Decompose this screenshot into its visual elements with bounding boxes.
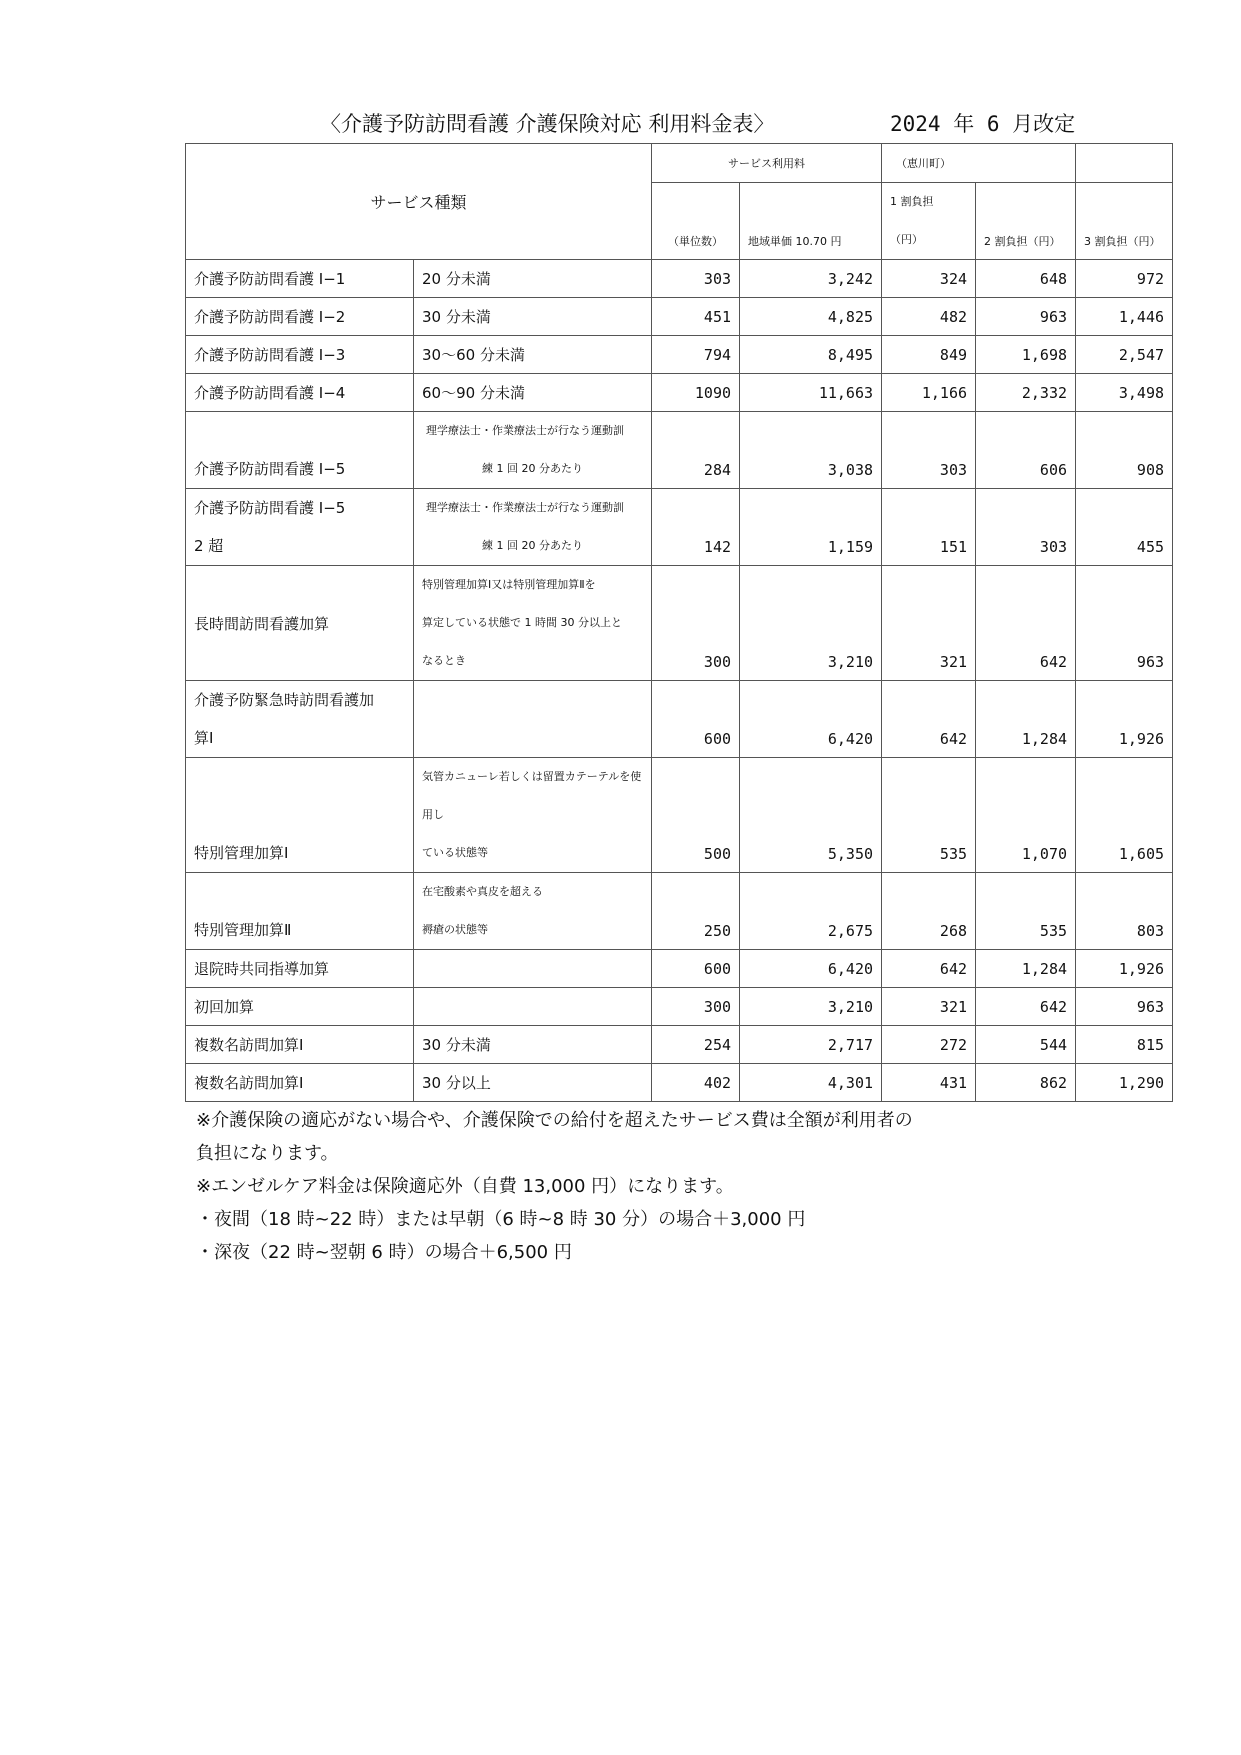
row-pct3: 815 — [1076, 1026, 1173, 1064]
row-pct2: 2,332 — [976, 374, 1076, 412]
row-regional: 4,301 — [740, 1064, 882, 1102]
header-pct1 — [882, 183, 976, 260]
row-pct1: 272 — [882, 1026, 976, 1064]
row-name: 介護予防訪問看護 Ⅰ−5 — [186, 412, 414, 489]
row-pct3: 3,498 — [1076, 374, 1173, 412]
row-pct2: 1,070 — [976, 758, 1076, 873]
table-row — [186, 681, 1173, 758]
row-desc-line: 気管カニューレ若しくは留置カテーテルを使用し — [422, 770, 642, 821]
row-pct2: 303 — [976, 489, 1076, 566]
row-units: 254 — [652, 1026, 740, 1064]
row-desc — [414, 566, 652, 681]
row-pct3: 1,926 — [1076, 681, 1173, 758]
row-desc: 30～60 分未満 — [414, 336, 652, 374]
row-units: 300 — [652, 566, 740, 681]
row-pct3: 1,605 — [1076, 758, 1173, 873]
row-units: 600 — [652, 950, 740, 988]
row-pct1: 268 — [882, 873, 976, 950]
note-line: ※エンゼルケア料金は保険適応外（自費 13,000 円）になります。 — [196, 1176, 734, 1197]
header-service-type: サービス種類 — [186, 144, 652, 260]
note-line: ・深夜（22 時~翌朝 6 時）の場合＋6,500 円 — [196, 1242, 572, 1263]
row-pct2: 1,284 — [976, 681, 1076, 758]
table-row — [186, 489, 1173, 566]
table-row — [186, 1064, 1173, 1102]
row-pct2: 963 — [976, 298, 1076, 336]
row-desc — [414, 681, 652, 758]
row-pct3: 1,926 — [1076, 950, 1173, 988]
row-regional: 5,350 — [740, 758, 882, 873]
row-pct1: 1,166 — [882, 374, 976, 412]
row-units: 1090 — [652, 374, 740, 412]
row-pct1: 303 — [882, 412, 976, 489]
row-units: 142 — [652, 489, 740, 566]
row-desc: 20 分未満 — [414, 260, 652, 298]
header-units: （単位数） — [652, 183, 740, 260]
row-desc — [414, 950, 652, 988]
row-pct3: 963 — [1076, 566, 1173, 681]
row-pct1: 151 — [882, 489, 976, 566]
row-desc: 30 分以上 — [414, 1064, 652, 1102]
header-service-fee: サービス利用料 — [652, 144, 882, 183]
row-pct1: 482 — [882, 298, 976, 336]
row-desc-line: 算定している状態で 1 時間 30 分以上と — [422, 616, 622, 629]
table-row — [186, 336, 1173, 374]
row-name: 複数名訪問加算Ⅰ — [186, 1064, 414, 1102]
header-pct2: 2 割負担（円） — [976, 183, 1076, 260]
row-desc — [414, 988, 652, 1026]
row-name: 介護予防訪問看護 Ⅰ−3 — [186, 336, 414, 374]
row-desc — [414, 412, 652, 489]
table-row — [186, 873, 1173, 950]
row-pct2: 642 — [976, 988, 1076, 1026]
row-units: 451 — [652, 298, 740, 336]
row-name: 初回加算 — [186, 988, 414, 1026]
row-regional: 3,038 — [740, 412, 882, 489]
row-units: 600 — [652, 681, 740, 758]
row-pct2: 862 — [976, 1064, 1076, 1102]
row-desc-line: 特別管理加算Ⅰ又は特別管理加算Ⅱを — [422, 578, 596, 591]
row-pct2: 544 — [976, 1026, 1076, 1064]
row-pct3: 972 — [1076, 260, 1173, 298]
row-pct1: 642 — [882, 681, 976, 758]
revision-date: 2024 年 6 月改定 — [890, 112, 1076, 136]
row-name — [186, 681, 414, 758]
row-name: 介護予防訪問看護 Ⅰ−1 — [186, 260, 414, 298]
row-units: 794 — [652, 336, 740, 374]
row-name: 複数名訪問加算Ⅰ — [186, 1026, 414, 1064]
row-desc: 60～90 分未満 — [414, 374, 652, 412]
row-name-line: 2 超 — [194, 537, 224, 555]
row-units: 500 — [652, 758, 740, 873]
table-row — [186, 950, 1173, 988]
row-units: 402 — [652, 1064, 740, 1102]
note-line: ※介護保険の適応がない場合や、介護保険での給付を超えたサービス費は全額が利用者の — [196, 1110, 913, 1131]
row-desc-line: 練 1 回 20 分あたり — [482, 539, 583, 552]
row-regional: 6,420 — [740, 950, 882, 988]
row-desc-line: 練 1 回 20 分あたり — [482, 462, 583, 475]
row-units: 284 — [652, 412, 740, 489]
row-regional: 4,825 — [740, 298, 882, 336]
row-regional: 8,495 — [740, 336, 882, 374]
row-desc-line: 理学療法士・作業療法士が行なう運動訓 — [426, 501, 624, 514]
header-pct1-line1: 1 割負担 — [890, 195, 934, 208]
table-row — [186, 374, 1173, 412]
table-row — [186, 412, 1173, 489]
row-pct1: 535 — [882, 758, 976, 873]
row-units: 250 — [652, 873, 740, 950]
row-name — [186, 489, 414, 566]
row-name: 退院時共同指導加算 — [186, 950, 414, 988]
row-pct1: 642 — [882, 950, 976, 988]
row-pct3: 1,446 — [1076, 298, 1173, 336]
row-name: 介護予防訪問看護 Ⅰ−2 — [186, 298, 414, 336]
table-row — [186, 260, 1173, 298]
row-regional: 6,420 — [740, 681, 882, 758]
note-line: 負担になります。 — [196, 1143, 339, 1164]
table-row — [186, 988, 1173, 1026]
row-units: 300 — [652, 988, 740, 1026]
row-regional: 11,663 — [740, 374, 882, 412]
note-line: ・夜間（18 時~22 時）または早朝（6 時~8 時 30 分）の場合＋3,000 円 — [196, 1209, 806, 1230]
row-desc — [414, 489, 652, 566]
row-pct1: 321 — [882, 566, 976, 681]
row-name-line: 算Ⅰ — [194, 729, 214, 747]
row-pct2: 1,284 — [976, 950, 1076, 988]
header-town: （恵川町） — [882, 144, 1076, 183]
row-desc — [414, 873, 652, 950]
row-regional: 1,159 — [740, 489, 882, 566]
header-row-1 — [186, 144, 1173, 183]
row-desc-line: ている状態等 — [422, 846, 488, 859]
row-pct2: 648 — [976, 260, 1076, 298]
table-row — [186, 298, 1173, 336]
row-regional: 3,242 — [740, 260, 882, 298]
table-row — [186, 758, 1173, 873]
row-pct1: 321 — [882, 988, 976, 1026]
table-row — [186, 1026, 1173, 1064]
notes — [196, 1104, 1096, 1269]
table-row — [186, 566, 1173, 681]
row-pct2: 1,698 — [976, 336, 1076, 374]
row-pct3: 2,547 — [1076, 336, 1173, 374]
row-regional: 2,717 — [740, 1026, 882, 1064]
row-regional: 3,210 — [740, 566, 882, 681]
row-name-line: 介護予防緊急時訪問看護加 — [194, 691, 375, 709]
row-name: 特別管理加算Ⅰ — [186, 758, 414, 873]
page-title: 〈介護予防訪問看護 介護保険対応 利用料金表〉 — [320, 112, 775, 136]
row-pct3: 908 — [1076, 412, 1173, 489]
row-pct3: 1,290 — [1076, 1064, 1173, 1102]
row-name-line: 介護予防訪問看護 Ⅰ−5 — [194, 499, 346, 517]
row-pct2: 606 — [976, 412, 1076, 489]
row-desc-line: なるとき — [422, 654, 466, 667]
header-regional: 地域単価 10.70 円 — [740, 183, 882, 260]
row-name: 特別管理加算Ⅱ — [186, 873, 414, 950]
row-name: 介護予防訪問看護 Ⅰ−4 — [186, 374, 414, 412]
header-empty — [1076, 144, 1173, 183]
row-name: 長時間訪問看護加算 — [186, 566, 414, 681]
row-desc-line: 理学療法士・作業療法士が行なう運動訓 — [426, 424, 624, 437]
row-pct1: 324 — [882, 260, 976, 298]
row-pct1: 849 — [882, 336, 976, 374]
title-row — [320, 108, 1080, 142]
row-desc — [414, 758, 652, 873]
row-pct3: 803 — [1076, 873, 1173, 950]
row-pct3: 963 — [1076, 988, 1173, 1026]
row-desc-line: 在宅酸素や真皮を超える — [422, 885, 543, 898]
row-desc-line: 褥瘡の状態等 — [422, 923, 488, 936]
row-regional: 2,675 — [740, 873, 882, 950]
row-units: 303 — [652, 260, 740, 298]
row-pct2: 642 — [976, 566, 1076, 681]
row-pct1: 431 — [882, 1064, 976, 1102]
row-regional: 3,210 — [740, 988, 882, 1026]
row-desc: 30 分未満 — [414, 298, 652, 336]
header-pct3: 3 割負担（円） — [1076, 183, 1173, 260]
fee-table — [185, 143, 1173, 1102]
row-pct3: 455 — [1076, 489, 1173, 566]
header-pct1-line2: （円） — [890, 233, 924, 246]
row-desc: 30 分未満 — [414, 1026, 652, 1064]
row-pct2: 535 — [976, 873, 1076, 950]
